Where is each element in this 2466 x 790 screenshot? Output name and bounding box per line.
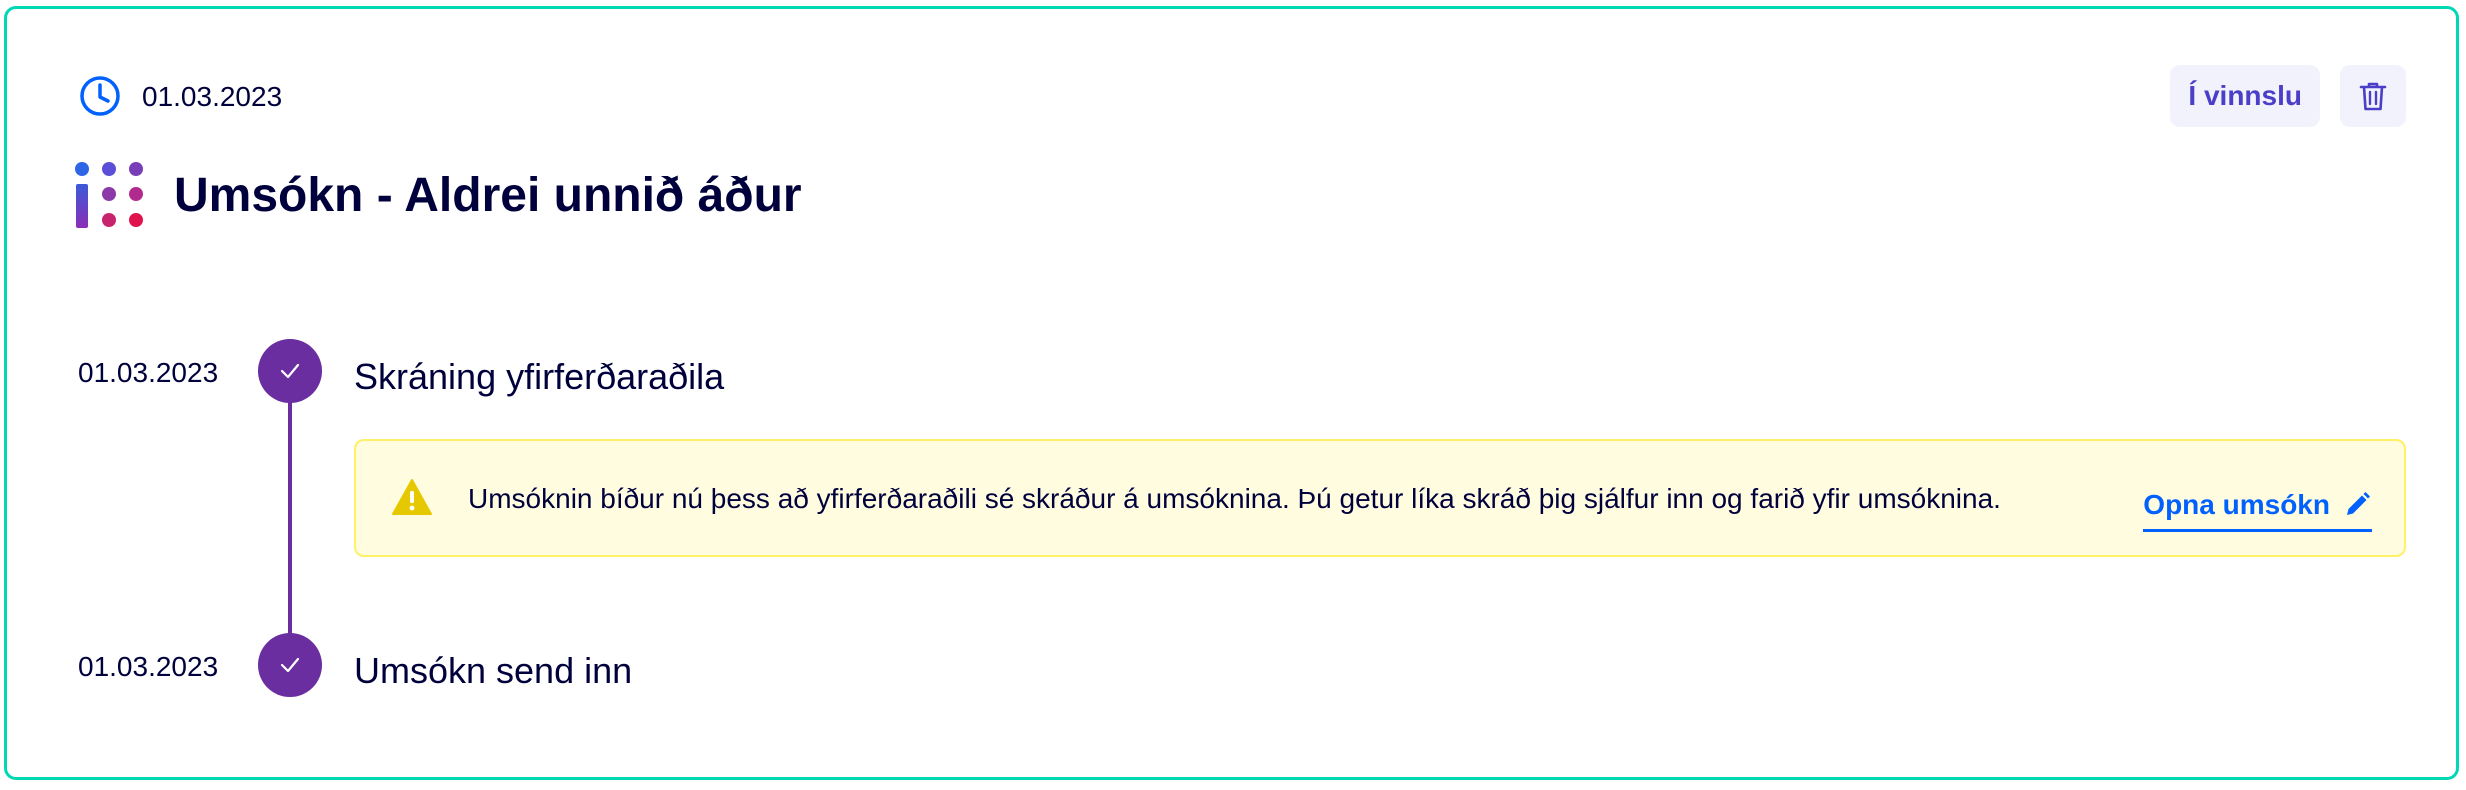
check-icon (278, 359, 302, 383)
open-application-link[interactable] (2143, 483, 2372, 532)
page-title: Umsókn - Aldrei unnið áður (174, 169, 802, 222)
header-date: 01.03.2023 (142, 81, 283, 112)
pencil-icon (2342, 490, 2372, 520)
trash-icon (2358, 80, 2388, 112)
alert-message: Umsóknin bíður nú þess að yfirferðaraðili sé skráður á umsóknina. Þú getur líka skráð þig sjálfur inn og farið yfir umsóknina. (468, 483, 2001, 514)
application-card (4, 6, 2459, 780)
check-icon (278, 653, 302, 677)
organization-logo (75, 162, 143, 230)
step-complete-indicator (258, 339, 322, 403)
step-title: Skráning yfirferðaraðila (354, 356, 725, 397)
timeline-connector (288, 375, 292, 669)
open-application-label: Opna umsókn (2143, 489, 2330, 520)
delete-button[interactable] (2340, 65, 2406, 127)
clock-icon (78, 74, 122, 118)
step-date: 01.03.2023 (78, 357, 219, 388)
step-complete-indicator (258, 633, 322, 697)
warning-icon (391, 478, 433, 516)
reviewer-alert (354, 439, 2406, 557)
step-title: Umsókn send inn (354, 650, 633, 691)
status-badge[interactable]: Í vinnslu (2170, 65, 2320, 127)
step-date: 01.03.2023 (78, 651, 219, 682)
